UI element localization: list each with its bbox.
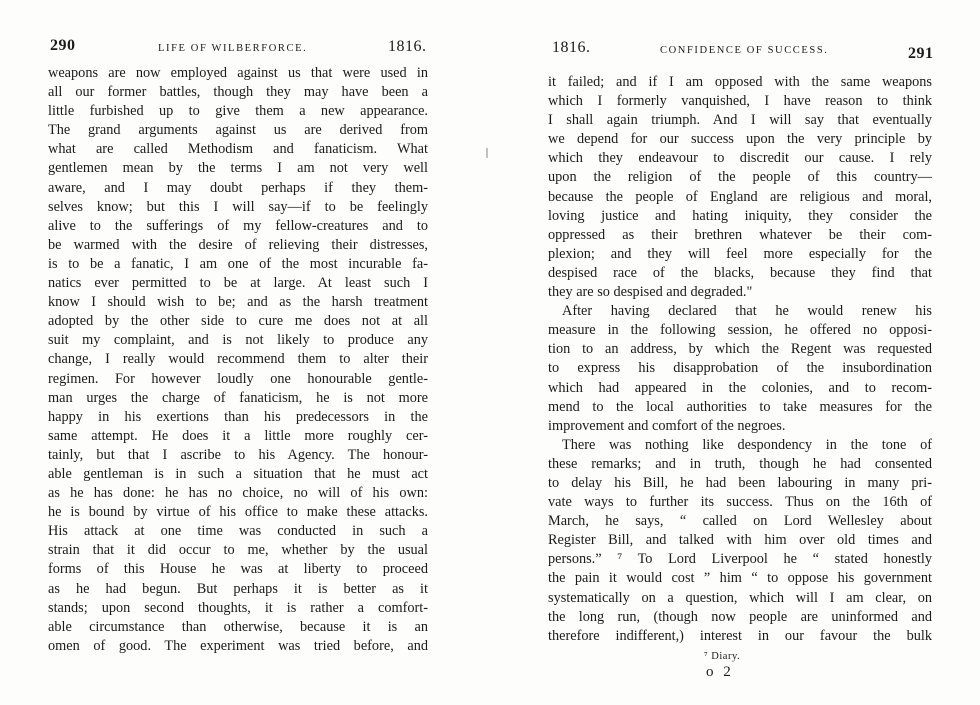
text-line: change, I really would recommend them to alter their: [48, 351, 428, 368]
text-line: loving justice and hating iniquity, they consider the: [548, 207, 932, 224]
text-line: which they endeavour to discredit our cause. I rely: [548, 150, 932, 167]
text-line: they are so despised and degraded.": [548, 284, 753, 301]
text-line: March, he says, “ called on Lord Wellesley about: [548, 513, 932, 530]
text-line: The grand arguments against us are derived from: [48, 122, 428, 139]
text-line: mend to the local authorities to take measures for the: [548, 398, 932, 415]
text-line: able gentleman is in such a situation that he must act: [48, 465, 428, 482]
text-line: There was nothing like despondency in the tone of: [562, 436, 932, 453]
text-line: I shall again triumph. And I will say that eventually: [548, 112, 932, 129]
text-line: omen of good. The experiment was tried before, and: [48, 637, 428, 654]
text-line: stands; upon second thoughts, it is rather a comfort-: [48, 599, 428, 616]
left-running-head: [48, 34, 432, 58]
text-line: same attempt. He does it a little more roughly cer-: [48, 427, 428, 444]
text-line: regimen. For however loudly one honourable gentle-: [48, 370, 428, 387]
text-line: tainly, but that I ascribe to his Agency. The honour-: [48, 446, 428, 463]
text-line: upon the religion of the people of this country—: [548, 169, 932, 186]
footnote: ⁷ Diary.: [704, 651, 741, 662]
text-line: he is bound by virtue of his office to make these attacks.: [48, 504, 428, 521]
left-body-text: [48, 64, 428, 656]
text-line: aware, and I may doubt perhaps if they them-: [48, 179, 428, 196]
text-line: little furbished up to give them a new appearance.: [48, 103, 428, 120]
text-line: man urges the charge of fanaticism, he is not more: [48, 389, 428, 406]
left-running-year: 1816.: [388, 38, 427, 55]
text-line: which I formerly vanquished, I have reason to think: [548, 93, 932, 110]
text-line: forms of this House he was at liberty to proceed: [48, 561, 428, 578]
right-running-year: 1816.: [552, 39, 591, 56]
text-line: all our former battles, though they may have been a: [48, 84, 428, 101]
text-line: because the people of England are religious and moral,: [548, 188, 932, 205]
text-line: as he had begun. But perhaps it is better as it: [48, 580, 428, 597]
text-line: selves know; but this I will say—if to be feelingly: [48, 198, 428, 215]
text-line: alive to the sufferings of my fellow-creatures and to: [48, 217, 428, 234]
right-running-title: CONFIDENCE OF SUCCESS.: [660, 45, 829, 56]
text-line: these remarks; and in truth, though he had consented: [548, 455, 932, 472]
text-line: strain that it did occur to me, whether by the usual: [48, 542, 428, 559]
text-line: vate ways to further its success. Thus on the 16th of: [548, 494, 932, 511]
right-page-number: 291: [908, 45, 934, 62]
text-line: Register Bill, and talked with him over old times and: [548, 532, 932, 549]
text-line: be warmed with the desire of relieving their distresses,: [48, 236, 428, 253]
text-line: weapons are now employed against us that were used in: [48, 65, 428, 81]
text-line: as he has done: he has no choice, no will of his own:: [48, 485, 428, 502]
text-line: to express his disapprobation of the insubordination: [548, 360, 932, 377]
left-page: [0, 0, 488, 705]
signature-mark: o 2: [706, 664, 734, 680]
right-body-text: [548, 73, 932, 646]
text-line: what are called Methodism and fanaticism. What: [48, 141, 428, 158]
text-line: is to be a fanatic, I am one of the most incurable fa-: [48, 255, 428, 272]
text-line: the pain it would cost ” him “ to oppose his government: [548, 570, 932, 587]
text-line: systematically on a question, which will I am clear, on: [548, 589, 932, 606]
text-line: adopted by the other side to cure me does not at all: [48, 313, 428, 330]
left-page-number: 290: [50, 37, 76, 54]
text-line: therefore indifferent,) interest in our favour the bulk: [548, 627, 932, 644]
right-running-head: [552, 34, 942, 62]
text-line: the long run, (though now people are uninformed and: [548, 608, 932, 625]
text-line: it failed; and if I am opposed with the same weapons: [548, 74, 932, 90]
text-line: despised race of the blacks, because they find that: [548, 264, 932, 281]
text-line: suit my complaint, and is not likely to produce any: [48, 332, 428, 349]
right-page: [492, 0, 980, 705]
text-line: After having declared that he would renew his: [562, 303, 932, 320]
text-line: improvement and comfort of the negroes.: [548, 417, 786, 434]
text-line: plexion; and they will feel more especially for the: [548, 245, 932, 262]
text-line: to delay his Bill, he had been labouring in many pri-: [548, 474, 932, 491]
text-line: we depend for our success upon the very principle by: [548, 131, 932, 148]
text-line: measure in the following session, he offered no opposi-: [548, 322, 932, 339]
text-line: able circumstance than otherwise, because it is an: [48, 618, 428, 635]
text-line: tion to an address, by which the Regent was requested: [548, 341, 932, 358]
text-line: His attack at one time was conducted in such a: [48, 523, 428, 540]
text-line: gentlemen mean by the terms I am not very well: [48, 160, 428, 177]
gutter-mark: [486, 148, 488, 158]
text-line: natics ever permitted to be at large. At least such I: [48, 275, 428, 292]
text-line: know I should wish to be; and as the harsh treatment: [48, 294, 428, 311]
left-running-title: LIFE OF WILBERFORCE.: [158, 43, 308, 54]
text-line: which had appeared in the colonies, and to recom-: [548, 379, 932, 396]
text-line: happy in his exertions than his predecessors in the: [48, 408, 428, 425]
text-line: persons.” ⁷ To Lord Liverpool he “ stated honestly: [548, 551, 932, 568]
text-line: oppressed as their brethren whatever be their com-: [548, 226, 932, 243]
